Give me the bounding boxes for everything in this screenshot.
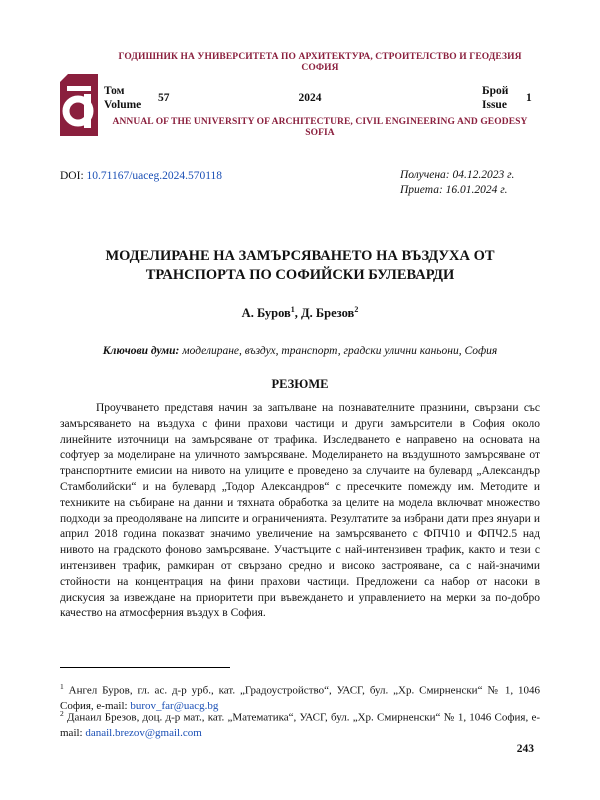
author-2: Д. Брезов [301,306,355,321]
keywords-list: моделиране, въздух, транспорт, градски улични каньони, София [179,345,498,357]
authors [60,305,540,321]
volume-number: 57 [158,92,170,104]
footnote-1-mark: 1 [60,682,64,691]
footnote-2-text: Данаил Брезов, доц. д-р мат., кат. „Математика“, УАСГ, бул. „Хр. Смирненски“ № 1, 1046 София, e-mail: [60,711,540,739]
keywords [60,345,540,357]
author-separator: , [294,306,302,321]
doi-link[interactable]: 10.71167/uaceg.2024.570118 [86,170,223,182]
author-1-footnote-mark: 1 [290,305,295,314]
page-number: 243 [516,743,534,755]
footnote-2-mark: 2 [60,709,64,718]
issue-label-en: Issue [482,99,507,111]
volume-label-bg: Том [104,85,125,97]
received-date: Получена: 04.12.2023 г. [400,169,515,181]
doi-label: DOI: [60,170,87,182]
abstract-text: Проучването представя начин за запълване на познавателните празнини, свързани със замърсяването на въздуха с фини прахови частици и други замърсители в София около линейните източници на замърсяване от трафика. Изследването е направено на основата на софтуер за моделиране на уличното замърсяване. Моделирането на въздушното замърсяване от транспортните емисии на нивото на улиците е проведено за случаите на булевард „Александър Стамболийски“ и на булевард „Тодор Александров“ с пресечките помежду им. Методите и техниките на събиране на данни и тяхната обработка за целите на модела включват множество подходи за преодоляване на липсите и ограниченията. Резултатите за избрани дати през януари и април 2018 година показват значимо увеличение на замърсяването с ФПЧ10 и ФПЧ2.5 над нивото на градското фоново замърсяване. Участъците с най-интензивен трафик, както и тези с интензивен трафик, рамкиран от свързано средно и високо застрояване, са с най-значими стойности на концентрация на фини прахови частици. Предложени са набор от насоки в дискусия за извеждане на приоритети при въвеждането и управлението на мерки за по-добро качество на атмосферния въздух в София. [60,402,540,620]
author-1: А. Буров [241,306,291,321]
university-logo [60,74,98,136]
footnote-divider [60,667,230,668]
year: 2024 [298,92,322,104]
keywords-label: Ключови думи: [102,345,180,357]
abstract-heading: РЕЗЮМЕ [271,377,329,391]
journal-title-en: ANNUAL OF THE UNIVERSITY OF ARCHITECTURE, CIVIL ENGINEERING AND GEODESY SOFIA [112,117,528,138]
issue-label-bg: Брой [482,85,509,97]
doi-line [60,170,222,182]
footnote-2 [60,706,540,741]
accepted-date: Приета: 16.01.2024 г. [400,184,508,196]
article-title: МОДЕЛИРАНЕ НА ЗАМЪРСЯВАНЕТО НА ВЪЗДУХА ОТ ТРАНСПОРТА ПО СОФИЙСКИ БУЛЕВАРДИ [105,248,495,283]
issue-number: 1 [526,92,532,104]
footnote-2-email[interactable]: danail.brezov@gmail.com [85,726,202,739]
footnote-1-text: Ангел Буров, гл. ас. д-р урб., кат. „Градоустройство“, УАСГ, бул. „Хр. Смирненски“ № 1, 1046 София, e-mail: [60,684,540,712]
footnote-1-email[interactable]: burov_far@uacg.bg [130,699,219,712]
author-2-footnote-mark: 2 [354,305,359,314]
journal-title-bg: ГОДИШНИК НА УНИВЕРСИТЕТА ПО АРХИТЕКТУРА, СТРОИТЕЛСТВО И ГЕОДЕЗИЯ СОФИЯ [118,52,522,73]
volume-label-en: Volume [104,99,142,111]
